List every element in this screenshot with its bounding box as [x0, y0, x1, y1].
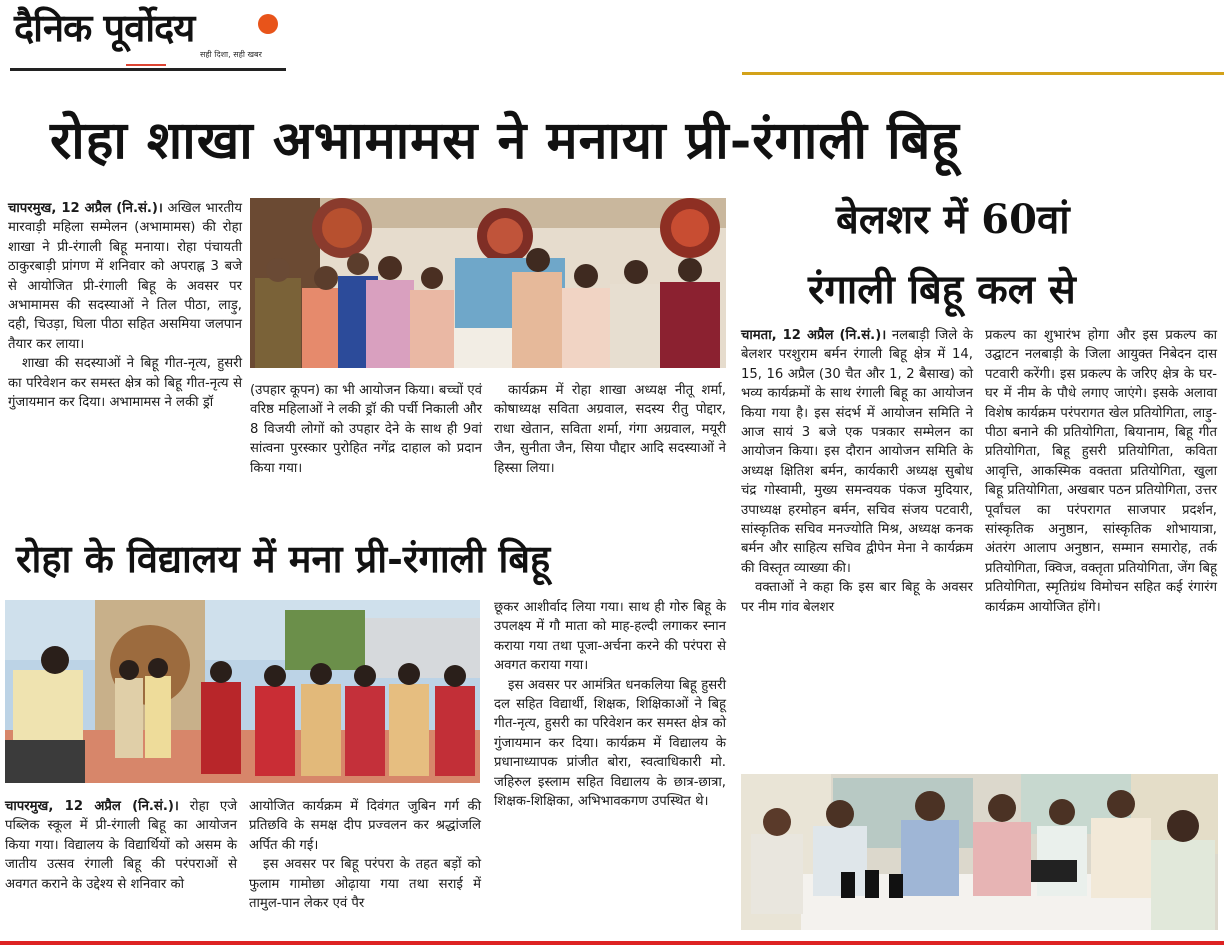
story3-col3-text: छूकर आशीर्वाद लिया गया। साथ ही गोरु बिहू के उपलक्ष्य में गौ माता को माह-हल्दी लगाकर स्नान कराया गया तथा पूजा-अर्चना करने की परंपरा से अवगत कराया गया। — [494, 600, 726, 674]
story3-col2-text2: इस अवसर पर बिहू परंपरा के तहत बड़ों को फुलाम गामोछा ओढ़ाया गया तथा सराई में तामुल-पान लेकर एवं पैर — [249, 857, 481, 912]
story3-dateline: चापरमुख, 12 अप्रैल (नि.सं.)। — [5, 799, 179, 814]
story1-col1-text: अखिल भारतीय मारवाड़ी महिला सम्मेलन (अभामामस) की रोहा शाखा ने प्री-रंगाली बिहू मनाया। रोहा पंचायती ठाकुरबाड़ी प्रांगण में शनिवार को अपराह्न 3 बजे से आयोजित प्री-रंगाली बिहू के अवसर पर अभामामस की सदस्याओं ने तिल पीठा, लाड़ु, दही, चिउड़ा, घिला पीठा सहित असमिया जलपान तैयार कर लाया। — [8, 201, 242, 352]
story1-col3-text: कार्यक्रम में रोहा शाखा अध्यक्ष नीतू शर्मा, कोषाध्यक्ष सविता अग्रवाल, सदस्य रीतु पोद्दार, राधा खेतान, सविता शर्मा, गंगा अग्रवाल, मयूरी जैन, सुनीता जैन, सिया पौद्दार आदि सदस्याओं ने हिस्सा लिया। — [494, 383, 726, 476]
masthead-red-mark — [126, 64, 166, 66]
story2-photo — [741, 774, 1218, 930]
story1-photo — [250, 198, 726, 368]
story2-column-2 — [985, 326, 1217, 617]
story1-col2-text: (उपहार कूपन) का भी आयोजन किया। बच्चों एवं वरिष्ठ महिलाओं ने लकी ड्रॉ की पर्ची निकाली और 8 विजयी लोगों को उपहार देने के साथ ही 9वां सांत्वना पुरस्कार पुरोहित नगेंद्र दाहाल को प्रदान किया गया। — [250, 383, 482, 476]
story1-col1-text2: शाखा की सदस्याओं ने बिहू गीत-नृत्य, हुसरी का परिवेशन कर समस्त क्षेत्र को बिहू गीत-नृत्य से गुंजायमान कर दिया। अभामामस ने लकी ड्रॉ — [8, 356, 242, 411]
story3-col2-text: आयोजित कार्यक्रम में दिवंगत जुबिन गर्ग की प्रतिछवि के समक्ष दीप प्रज्वलन कर श्रद्धांजलि अर्पित की गई। — [249, 799, 481, 853]
story2-headline-line1: बेलशर में 60वां — [836, 196, 1070, 243]
story2-column-1 — [741, 326, 973, 617]
story2-col1-text: नलबाड़ी जिले के बेलशर परशुराम बर्मन रंगाली बिहू क्षेत्र में 14, 15, 16 अप्रैल (30 चैत और 1, 2 बैसाख) को भव्य कार्यक्रमों के साथ रंगाली बिहू का आयोजन किया गया है। इस संदर्भ में आयोजन समिति ने आज सायं 3 बजे एक पत्रकार सम्मेलन का आयोजन किया। इस दौरान आयोजन समिति के अध्यक्ष क्षितिश बर्मन, कार्यकारी अध्यक्ष सुबोध चंद्र गोस्वामी, मुख्य समन्वयक पंकज मुदियार, उपाध्यक्ष हरमोहन बर्मन, सचिव संजय पटवारी, सांस्कृतिक सचिव मनज्योति मिश्र, अध्यक्ष कनक बर्मन और साहित्य सचिव द्वीपेन मेना ने कार्यक्रम की विस्तृत व्याख्या की। — [741, 328, 973, 576]
story1-column-1 — [8, 199, 242, 412]
top-right-rule — [742, 72, 1224, 75]
story3-col3-text2: इस अवसर पर आमंत्रित धनकलिया बिहू हुसरी दल सहित विद्यार्थी, शिक्षक, शिक्षिकाओं ने बिहू गीत-नृत्य, हुसरी का परिवेशन कर समस्त क्षेत्र को गुंजायमान कर दिया। कार्यक्रम में विद्यालय के प्रधानाध्यापक प्रांजीत बोरा, स्वत्वाधिकारी मो. जहिरुल इस्लाम सहित विद्यालय के छात्र-छात्रा, शिक्षक-शिक्षिका, अभिभावकगण उपस्थित थे। — [494, 677, 726, 810]
story2-col2-text: प्रकल्प का शुभारंभ होगा और इस प्रकल्प का उद्घाटन नलबाड़ी के जिला आयुक्त निबेदन दास पटवारी करेंगी। इस प्रकल्प के जरिए क्षेत्र के घर-घर में नीम के पौधे लगाए जाएंगे। इसके अलावा विशेष कार्यक्रम परंपरागत खेल प्रतियोगिता, लाड़ु-पीठा बनाने की प्रतियोगिता, बियानाम, बिहू गीत प्रतियोगिता, बिहू हुसरी प्रतियोगिता, कविता आवृत्ति, आकस्मिक वक्तता प्रतियोगिता, खुला बिहू प्रतियोगिता, अखबार पठन प्रतियोगिता, उत्तर पूर्वांचल का परंपरागत साजपार प्रदर्शन, सांस्कृतिक अनुष्ठान, सांस्कृतिक शोभायात्रा, अंतरंग आलाप अनुष्ठान, सम्मान समारोह, तर्क प्रतियोगिता, क्विज, वक्तृता प्रतियोगिता, जेंग बिहू प्रतियोगिता, स्मृतिग्रंथ विमोचन सहित कई रंगारंग कार्यक्रम आयोजित होंगे। — [985, 328, 1217, 615]
story3-column-1 — [5, 797, 237, 894]
story1-column-2 — [250, 381, 482, 478]
masthead-title: दैनिक पूर्वोदय — [14, 5, 195, 50]
masthead-rule — [10, 68, 286, 71]
story3-headline: रोहा के विद्यालय में मना प्री-रंगाली बिहू — [16, 536, 551, 581]
bottom-rule — [0, 941, 1224, 945]
story2-col1-text2: वक्ताओं ने कहा कि इस बार बिहू के अवसर पर नीम गांव बेलशर — [741, 580, 973, 615]
story2-headline-line2: रंगाली बिहू कल से — [808, 266, 1076, 313]
story3-column-2 — [249, 797, 481, 913]
masthead-logo-dot — [258, 14, 278, 34]
story3-photo — [5, 600, 480, 783]
story1-dateline: चापरमुख, 12 अप्रैल (नि.सं.)। — [8, 201, 163, 216]
masthead-tagline: सही दिशा, सही खबर — [200, 50, 262, 59]
story2-dateline: चामता, 12 अप्रैल (नि.सं.)। — [741, 328, 887, 343]
story1-headline: रोहा शाखा अभामामस ने मनाया प्री-रंगाली बिहू — [50, 110, 960, 171]
story3-col1-text: रोहा एजे पब्लिक स्कूल में प्री-रंगाली बिहू का आयोजन किया गया। विद्यालय के विद्यार्थियों को असम के जातीय उत्सव रंगाली बिहू की परंपराओं से अवगत कराने के उद्देश्य से शनिवार को — [5, 799, 237, 892]
story3-column-3 — [494, 598, 726, 811]
story1-column-3 — [494, 381, 726, 478]
